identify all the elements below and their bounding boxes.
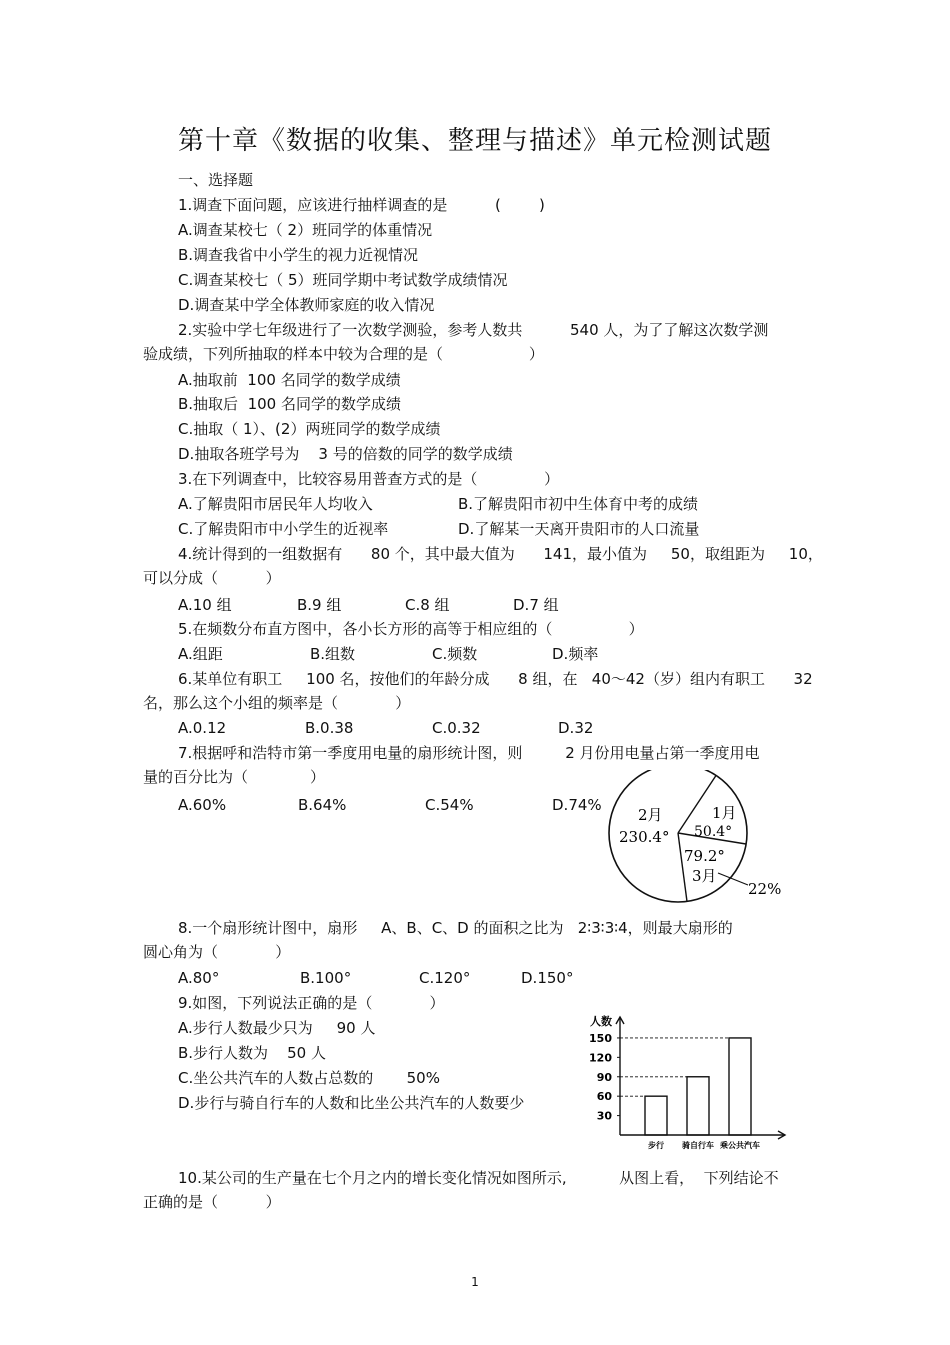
question-4-option-c: C.8 组 — [405, 596, 450, 614]
question-7-option-a: A.60% — [178, 796, 227, 814]
question-5-option-d: D.频率 — [552, 645, 599, 663]
bar-y-tick-label: 60 — [596, 1090, 612, 1104]
bar-mark — [645, 1096, 667, 1135]
question-8-option-d: D.150° — [521, 969, 574, 987]
question-7-stem-line1: 7.根据呼和浩特市第一季度用电量的扇形统计图，则 2 月份用电量占第一季度用电 — [178, 744, 760, 762]
question-3-option-d: D.了解某一天离开贵阳市的人口流量 — [458, 520, 700, 538]
question-3-option-a: A.了解贵阳市居民年人均收入 — [178, 495, 373, 513]
page-number: 1 — [471, 1275, 479, 1289]
bar-y-tick-label: 90 — [596, 1070, 612, 1084]
bar-chart-ylabel: 人数 — [590, 1015, 612, 1028]
question-5-option-c: C.频数 — [432, 645, 478, 663]
pie-chart — [600, 770, 800, 910]
bar-category-label: 步行 — [648, 1141, 664, 1150]
question-2-stem-line2: 验成绩，下列所抽取的样本中较为合理的是（ ） — [143, 345, 544, 363]
question-6-stem-line1: 6.某单位有职工 100 名，按他们的年龄分成 8 组，在 40～42（岁）组内有职工 32 — [178, 670, 813, 688]
question-10-stem-line2: 正确的是（ ） — [143, 1193, 281, 1211]
question-6-option-b: B.0.38 — [305, 719, 354, 737]
question-9-option-a: A.步行人数最少只为 90 人 — [178, 1019, 376, 1037]
question-6-stem-line2: 名，那么这个小组的频率是（ ） — [143, 694, 411, 712]
question-2-option-b: B.抽取后 100 名同学的数学成绩 — [178, 395, 401, 413]
question-9-stem: 9.如图，下列说法正确的是（ ） — [178, 994, 445, 1012]
question-1-option-b: B.调查我省中小学生的视力近视情况 — [178, 246, 419, 264]
pie-angle-jan: 50.4° — [694, 824, 733, 840]
question-6-option-c: C.0.32 — [432, 719, 481, 737]
question-8-option-c: C.120° — [419, 969, 471, 987]
question-2-option-a: A.抽取前 100 名同学的数学成绩 — [178, 371, 401, 389]
question-3-stem: 3.在下列调查中，比较容易用普查方式的是（ ） — [178, 470, 560, 488]
bar-category-label: 骑自行车 — [682, 1141, 714, 1150]
question-3-option-c: C.了解贵阳市中小学生的近视率 — [178, 520, 389, 538]
question-4-option-d: D.7 组 — [513, 596, 559, 614]
question-5-option-a: A.组距 — [178, 645, 223, 663]
bar-y-tick-label: 30 — [596, 1109, 612, 1123]
question-1-option-c: C.调查某校七（ 5）班同学期中考试数学成绩情况 — [178, 271, 508, 289]
bar-mark — [729, 1038, 751, 1135]
question-9-option-b: B.步行人数为 50 人 — [178, 1044, 326, 1062]
question-5-stem: 5.在频数分布直方图中，各小长方形的高等于相应组的（ ） — [178, 620, 644, 638]
question-6-option-a: A.0.12 — [178, 719, 227, 737]
question-2-option-c: C.抽取（ 1）、(2）两班同学的数学成绩 — [178, 420, 441, 438]
question-2-stem-line1: 2.实验中学七年级进行了一次数学测验，参考人数共 540 人，为了了解这次数学测 — [178, 321, 769, 339]
pie-radius-mar-end — [678, 833, 687, 902]
bar-mark — [687, 1077, 709, 1135]
bar-chart — [580, 1005, 800, 1155]
bar-category-label: 乘公共汽车 — [720, 1141, 760, 1150]
question-8-option-a: A.80° — [178, 969, 220, 987]
question-2-option-d: D.抽取各班学号为 3 号的倍数的同学的数学成绩 — [178, 445, 513, 463]
question-8-stem-line1: 8.一个扇形统计图中，扇形 A、B、C、D 的面积之比为 2∶3∶3∶4，则最大扇形的 — [178, 919, 733, 937]
question-7-option-b: B.64% — [298, 796, 347, 814]
question-10-stem-line1: 10.某公司的生产量在七个月之内的增长变化情况如图所示, 从图上看， 下列结论不 — [178, 1169, 779, 1187]
question-4-stem-line2: 可以分成（ ） — [143, 569, 281, 587]
bar-y-tick-label: 120 — [589, 1051, 612, 1065]
question-1-option-d: D.调查某中学全体教师家庭的收入情况 — [178, 296, 435, 314]
page-title: 第十章《数据的收集、整理与描述》单元检测试题 — [177, 126, 772, 156]
question-4-option-a: A.10 组 — [178, 596, 232, 614]
pie-label-jan: 1月 — [712, 804, 737, 822]
question-8-option-b: B.100° — [300, 969, 352, 987]
bar-y-tick-label: 150 — [589, 1031, 612, 1045]
pie-label-mar: 3月 — [692, 867, 717, 885]
question-1-option-a: A.调查某校七（ 2）班同学的体重情况 — [178, 221, 433, 239]
question-6-option-d: D.32 — [558, 719, 594, 737]
question-8-stem-line2: 圆心角为（ ） — [143, 943, 291, 961]
question-9-option-d: D.步行与骑自行车的人数和比坐公共汽车的人数要少 — [178, 1094, 525, 1112]
question-9-option-c: C.坐公共汽车的人数占总数的 50% — [178, 1069, 440, 1087]
question-1-stem: 1.调查下面问题，应该进行抽样调查的是 ( ) — [178, 196, 545, 214]
question-4-option-b: B.9 组 — [297, 596, 342, 614]
question-7-stem-line2: 量的百分比为（ ） — [143, 768, 325, 786]
pie-percent-mar: 22% — [748, 880, 782, 898]
question-4-stem-line1: 4.统计得到的一组数据有 80 个，其中最大值为 141，最小值为 50，取组距为 10， — [178, 545, 823, 563]
question-7-option-d: D.74% — [552, 796, 602, 814]
section-heading: 一、选择题 — [178, 171, 254, 189]
question-7-option-c: C.54% — [425, 796, 474, 814]
question-5-option-b: B.组数 — [310, 645, 356, 663]
question-3-option-b: B.了解贵阳市初中生体育中考的成绩 — [458, 495, 699, 513]
pie-angle-feb: 230.4° — [619, 828, 670, 846]
pie-label-feb: 2月 — [638, 806, 663, 824]
pie-angle-mar: 79.2° — [684, 847, 725, 865]
